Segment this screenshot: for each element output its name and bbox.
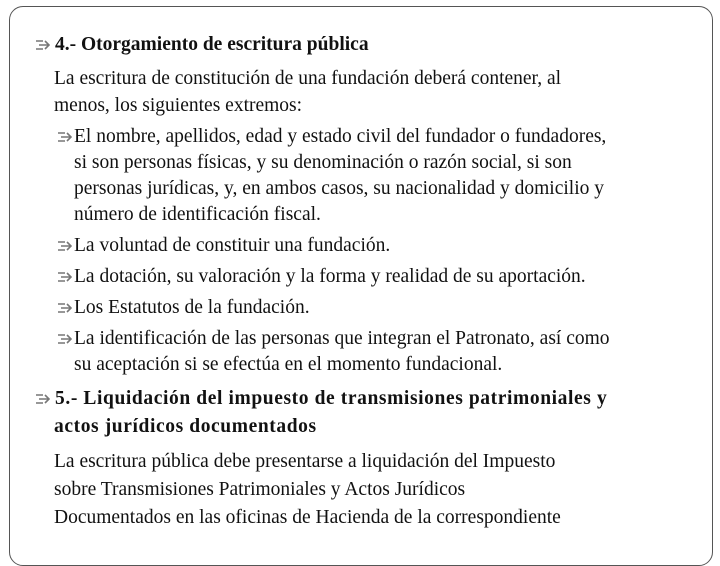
section-5-body-line: Documentados en las oficinas de Hacienda de la correspondiente [54,507,561,528]
section-5-heading-line: actos jurídicos documentados [54,416,317,437]
list-item-line: si son personas físicas, y su denominación o razón social, si son [74,152,572,173]
list-item-line: personas jurídicas, y, en ambos casos, su nacionalidad y domicilio y [74,178,604,199]
section-4-intro-line: La escritura de constitución de una fundación deberá contener, al [54,68,562,89]
list-item-line: Los Estatutos de la fundación. [74,297,310,318]
bullet-icon [58,241,72,251]
section-5-heading-line: 5.- Liquidación del impuesto de transmisiones patrimoniales y [55,388,608,409]
list-item-line: El nombre, apellidos, edad y estado civil del fundador o fundadores, [74,126,607,147]
bullet-icon [58,132,72,142]
section-4-intro-line: menos, los siguientes extremos: [54,95,303,116]
bullet-icon [58,272,72,282]
bullet-icon [58,303,72,313]
list-item-line: su aceptación si se efectúa en el momento fundacional. [74,354,503,375]
section-5-body-line: sobre Transmisiones Patrimoniales y Actos Jurídicos [54,479,466,500]
section-5-body-line: La escritura pública debe presentarse a liquidación del Impuesto [54,451,556,472]
list-item-line: número de identificación fiscal. [74,204,321,225]
list-item-line: La dotación, su valoración y la forma y realidad de su aportación. [74,266,586,287]
list-item-line: La identificación de las personas que integran el Patronato, así como [74,328,610,349]
bullet-icon [36,394,50,404]
bullet-icon [36,40,50,50]
bullet-icon [58,334,72,344]
list-item-line: La voluntad de constituir una fundación. [74,235,391,256]
section-4-heading: 4.- Otorgamiento de escritura pública [55,34,369,55]
